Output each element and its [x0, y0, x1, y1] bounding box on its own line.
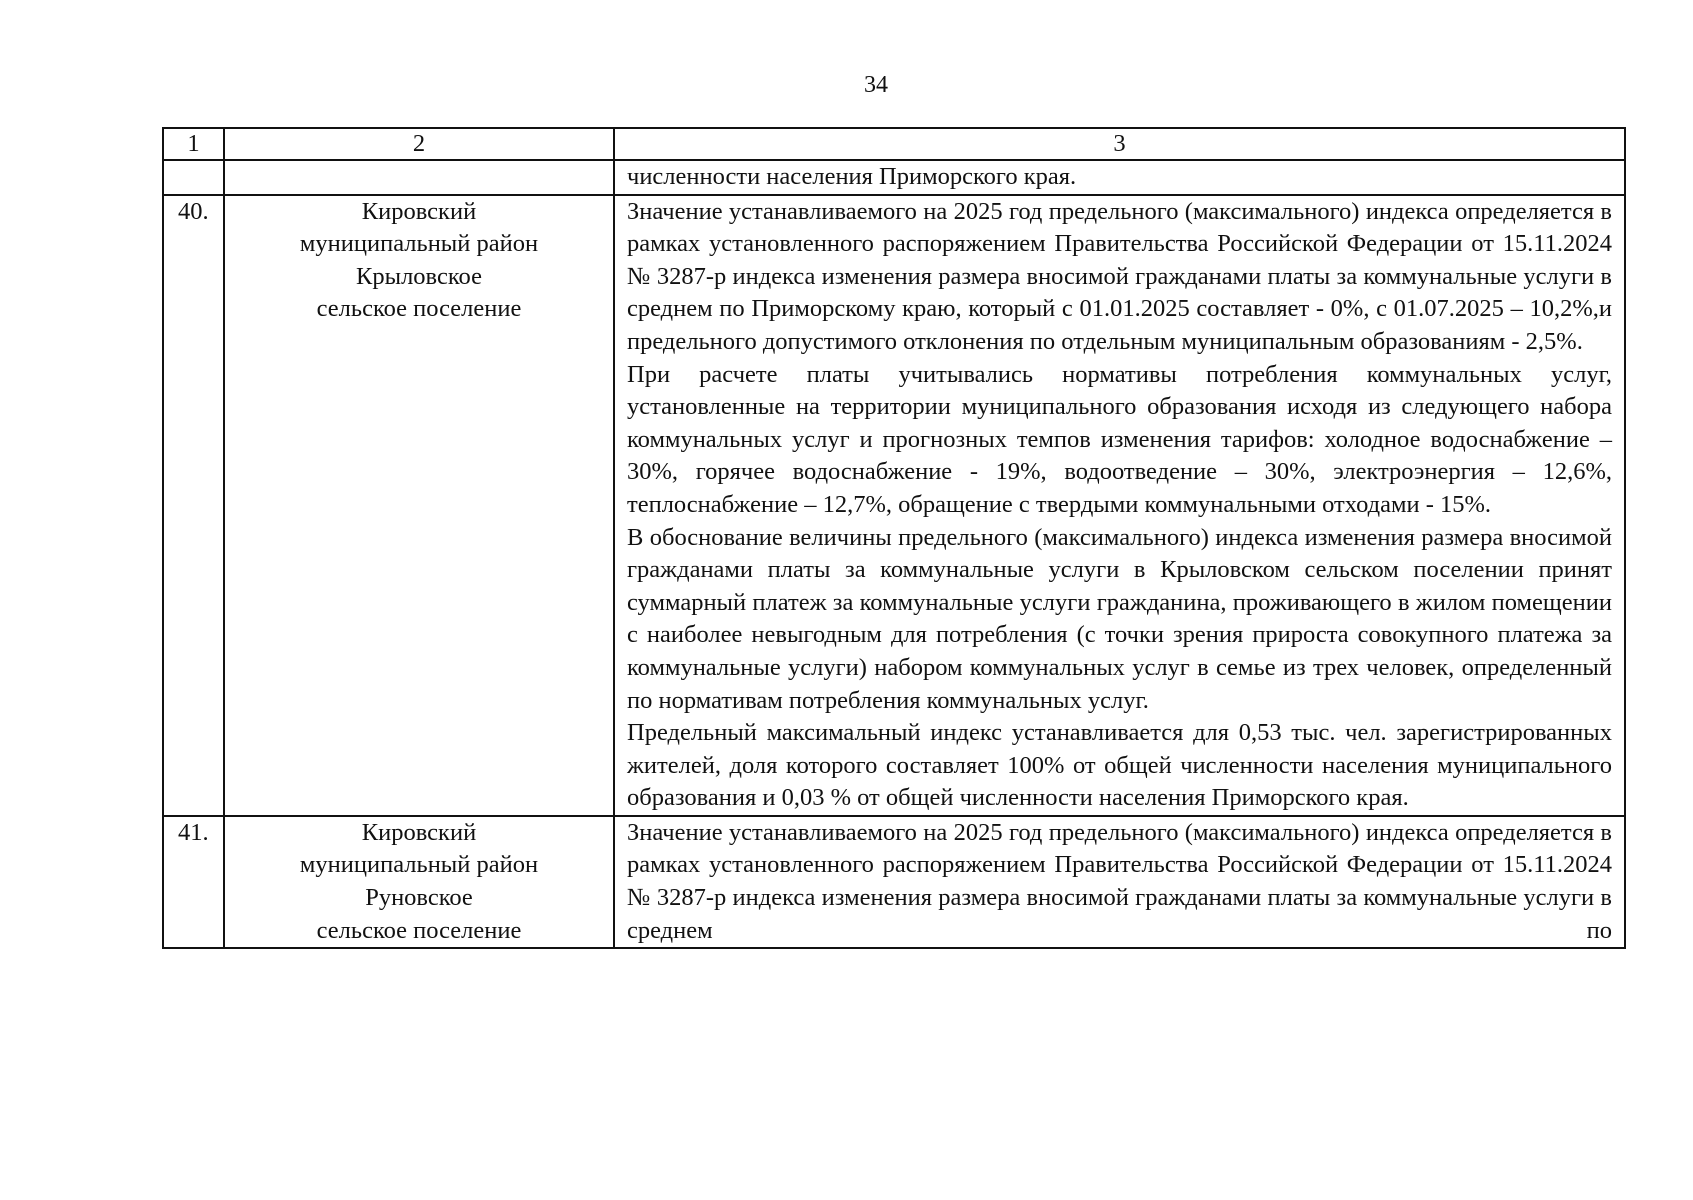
column-header-1: 1 — [163, 128, 224, 160]
continuation-name-cell — [224, 160, 614, 195]
table-row — [163, 816, 1625, 948]
municipality-name-line: сельское поселение — [316, 916, 522, 944]
continuation-text: численности населения Приморского края. — [614, 160, 1625, 195]
justification-paragraph: Предельный максимальный индекс устанавливается для 0,53 тыс. чел. зарегистрированных жителей, доля которого составляет 100% от общей численности населения муниципального образования и 0,03 % от общей численности населения Приморского края. — [627, 719, 1612, 812]
tariff-index-table — [162, 127, 1626, 949]
justification-paragraph: При расчете платы учитывались нормативы потребления коммунальных услуг, установленные на территории муниципального образования исходя из следующего набора коммунальных услуг и прогнозных темпов изменения тарифов: холодное водоснабжение – 30%, горячее водоснабжение - 19%, водоотведение – 30%, электроэнергия – 12,6%, теплоснабжение – 12,7%, обращение с твердыми коммунальными отходами - 15%. — [627, 360, 1612, 518]
continuation-number-cell — [163, 160, 224, 195]
row-number: 41. — [163, 816, 224, 948]
municipality-name-cell — [224, 816, 614, 948]
municipality-name-line: сельское поселение — [316, 295, 522, 323]
table-header-row — [163, 128, 1625, 160]
municipality-name-line: Руновское — [365, 884, 473, 912]
row-number: 40. — [163, 195, 224, 816]
column-header-2: 2 — [224, 128, 614, 160]
justification-text-cell — [614, 195, 1625, 816]
justification-paragraph: В обоснование величины предельного (максимального) индекса изменения размера вносимой гражданами платы за коммунальные услуги в Крыловском сельском поселении принят суммарный платеж за коммунальные услуги гражданина, проживающего в жилом помещении с наиболее невыгодным для потребления (с точки зрения прироста совокупного платежа за коммунальные услуги) набором коммунальных услуг в семье из трех человек, определенный по нормативам потребления коммунальных услуг. — [627, 523, 1612, 714]
municipality-name-line: Крыловское — [356, 262, 482, 290]
municipality-name-line: муниципальный район — [299, 230, 539, 258]
municipality-name-line: Кировский — [361, 197, 477, 225]
municipality-name-line: муниципальный район — [299, 851, 539, 879]
municipality-name-cell — [224, 195, 614, 816]
page-number: 34 — [864, 72, 888, 98]
justification-text-cell — [614, 816, 1625, 948]
justification-paragraph: Значение устанавливаемого на 2025 год предельного (максимального) индекса определяется в рамках установленного распоряжением Правительства Российской Федерации от 15.11.2024 № 3287-р индекса изменения размера вносимой гражданами платы за коммунальные услуги в среднем по — [627, 818, 1612, 944]
table-row — [163, 195, 1625, 816]
municipality-name-line: Кировский — [361, 818, 477, 846]
justification-paragraph: Значение устанавливаемого на 2025 год предельного (максимального) индекса определяется в рамках установленного распоряжением Правительства Российской Федерации от 15.11.2024 № 3287-р индекса изменения размера вносимой гражданами платы за коммунальные услуги в среднем по Приморскому краю, который с 01.01.2025 составляет - 0%, с 01.07.2025 – 10,2%,и предельного допустимого отклонения по отдельным муниципальным образованиям - 2,5%. — [627, 197, 1612, 355]
column-header-3: 3 — [614, 128, 1625, 160]
continuation-row — [163, 160, 1625, 195]
